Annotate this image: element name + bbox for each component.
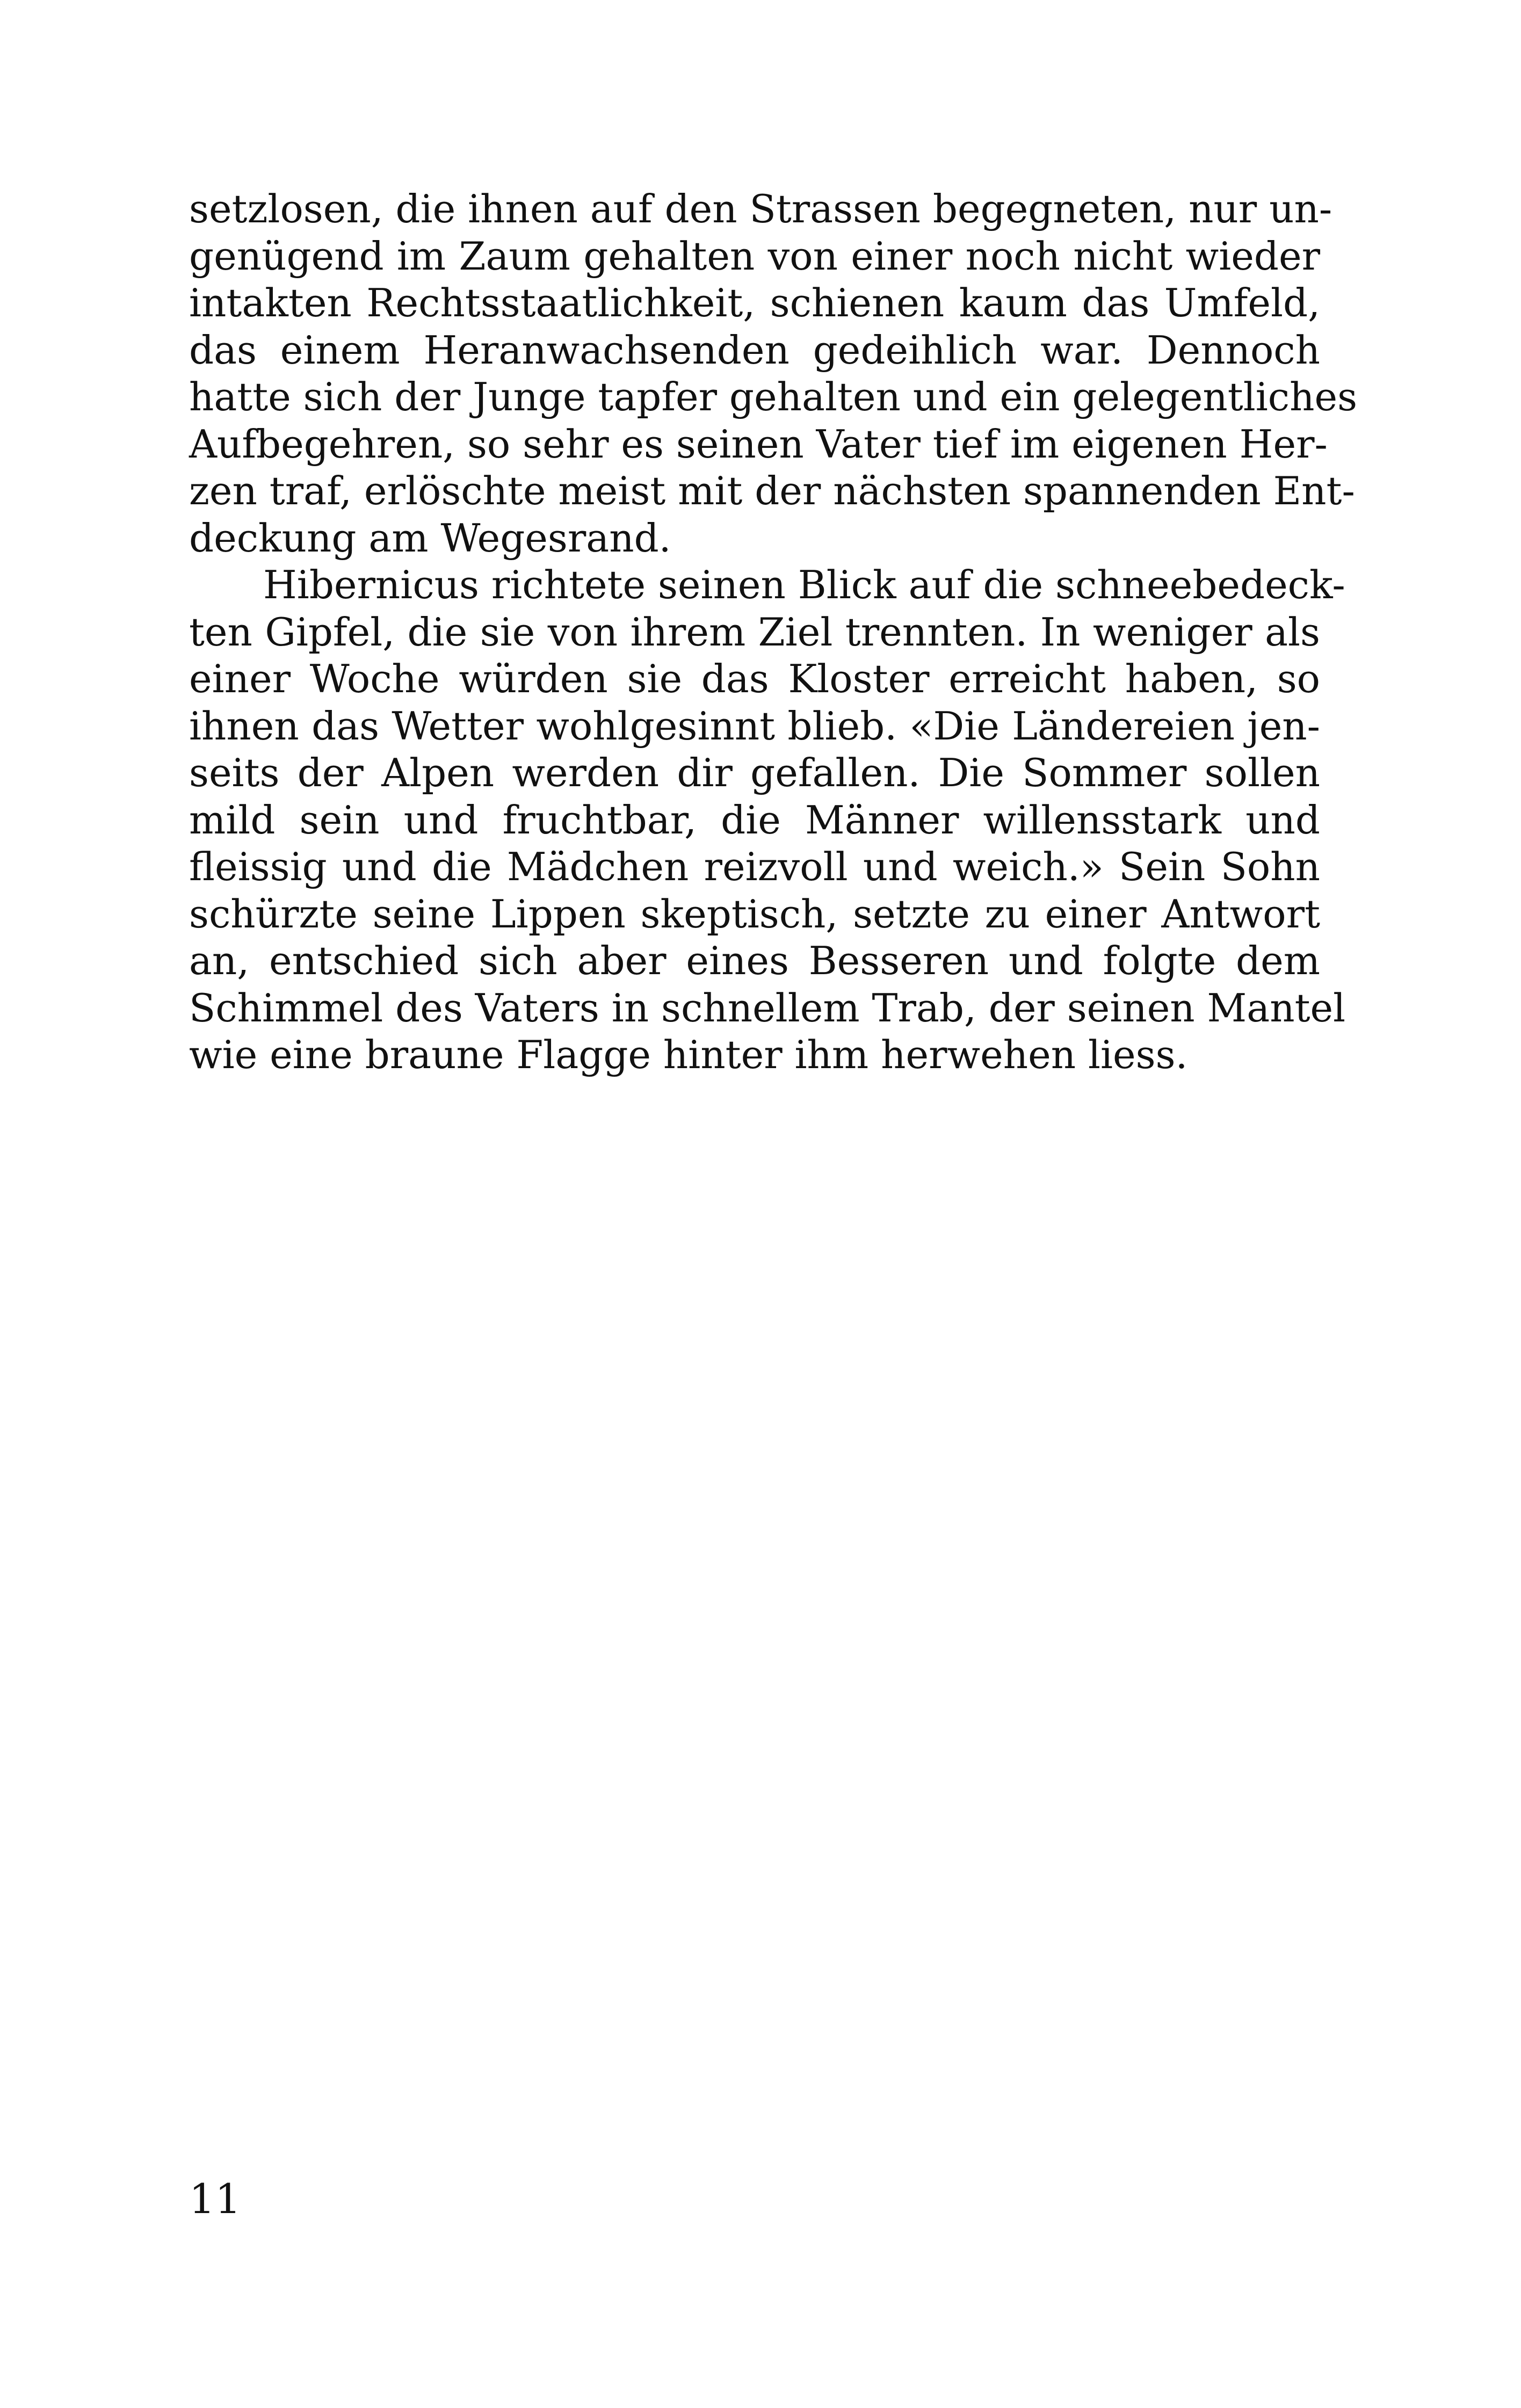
text-line: intakten Rechtsstaatlichkeit, schienen kaum das Umfeld, [189, 280, 1320, 325]
text-line: einer Woche würden sie das Kloster erreicht haben, so [189, 656, 1320, 701]
text-line: zen traf, erlöschte meist mit der nächsten spannenden Ent- [189, 468, 1355, 513]
body-text [189, 186, 1358, 1079]
text-line: fleissig und die Mädchen reizvoll und weich.» Sein Sohn [189, 844, 1320, 889]
text-line: Hibernicus richtete seinen Blick auf die schneebedeck- [263, 562, 1345, 607]
paragraph-1 [189, 186, 1358, 562]
paragraph-2 [189, 562, 1346, 1079]
text-line: wie eine braune Flagge hinter ihm herwehen liess. [189, 1032, 1188, 1077]
text-line: ihnen das Wetter wohlgesinnt blieb. «Die Ländereien jen- [189, 703, 1320, 749]
text-line: Schimmel des Vaters in schnellem Trab, der seinen Mantel [189, 985, 1346, 1031]
text-line: deckung am Wegesrand. [189, 515, 671, 561]
text-line: das einem Heranwachsenden gedeihlich war. Dennoch [189, 327, 1320, 373]
text-line: seits der Alpen werden dir gefallen. Die Sommer sollen [189, 750, 1320, 795]
text-line: mild sein und fruchtbar, die Männer willensstark und [189, 797, 1320, 843]
text-line: an, entschied sich aber eines Besseren und folgte dem [189, 938, 1320, 983]
text-line: setzlosen, die ihnen auf den Strassen begegneten, nur un- [189, 186, 1332, 231]
page-number: 11 [189, 2175, 241, 2223]
text-line: ten Gipfel, die sie von ihrem Ziel trennten. In weniger als [189, 609, 1320, 655]
text-line: Aufbegehren, so sehr es seinen Vater tief im eigenen Her- [189, 421, 1328, 467]
text-line: genügend im Zaum gehalten von einer noch nicht wieder [189, 233, 1320, 279]
text-line: hatte sich der Junge tapfer gehalten und ein gelegentliches [189, 374, 1358, 419]
text-line: schürzte seine Lippen skeptisch, setzte zu einer Antwort [189, 891, 1320, 937]
